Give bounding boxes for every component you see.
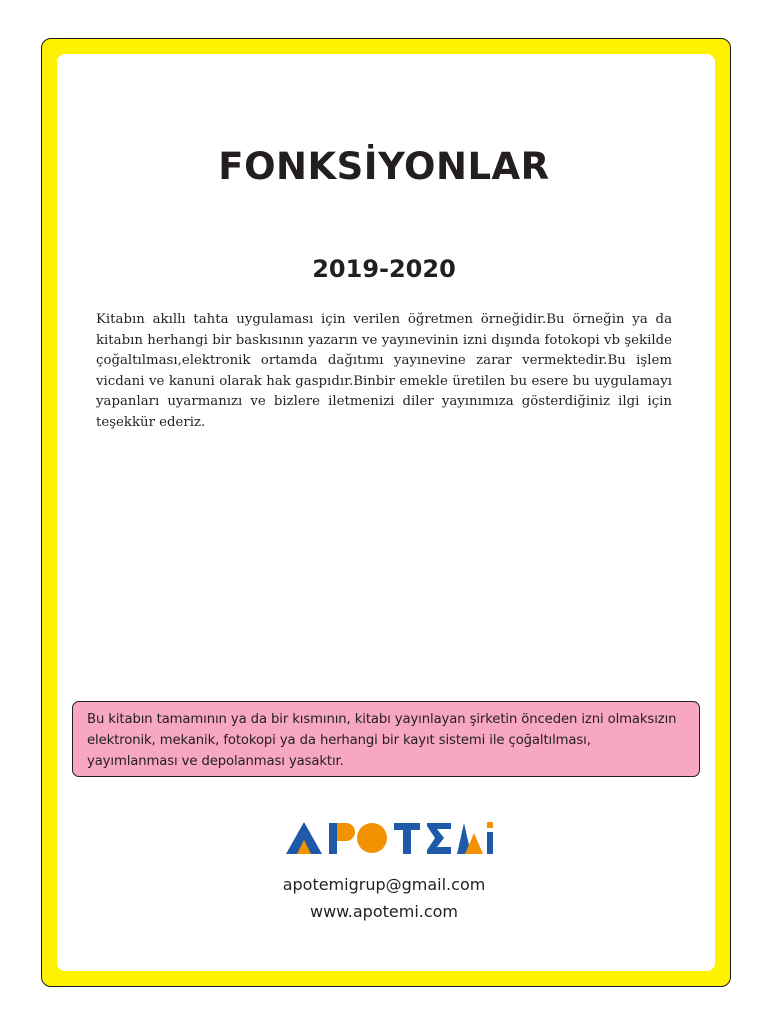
apotemi-logo [284,819,494,857]
page-title: FONKSİYONLAR [218,145,550,188]
copyright-text: Bu kitabın tamamının ya da bir kısmının, kitabı yayınlayan şirketin önceden izni olmaksızın elektronik, mekanik, fotokopi ya da herhangi bir kayıt sistemi ile çoğaltılması, yayımlanması ve depolanması yasaktır. [87,712,677,769]
contact-email: apotemigrup@gmail.com [282,875,486,894]
smartboard-notice: Kitabın akıllı tahta uygulaması için verilen öğretmen örneğidir.Bu örneğin ya da kitabın herhangi bir baskısının yazarın ve yayınevinin izni dışında fotokopi vb şekilde çoğaltılması,elektronik ortamda dağıtımı yayınevine zarar vermektedir.Bu işlem vicdani ve kanuni olarak hak gaspıdır.Binbir emekle üretilen bu esere bu uygulamayı yapanları uyarmanızı ve bizlere iletmenizi diler yayınımıza gösterdiğiniz ilgi için teşekkür ederiz. [96,312,672,430]
website-url: www.apotemi.com [309,902,459,921]
copyright-box [72,701,700,777]
academic-year: 2019-2020 [312,255,456,283]
apotemi-logo-mark [284,819,494,857]
